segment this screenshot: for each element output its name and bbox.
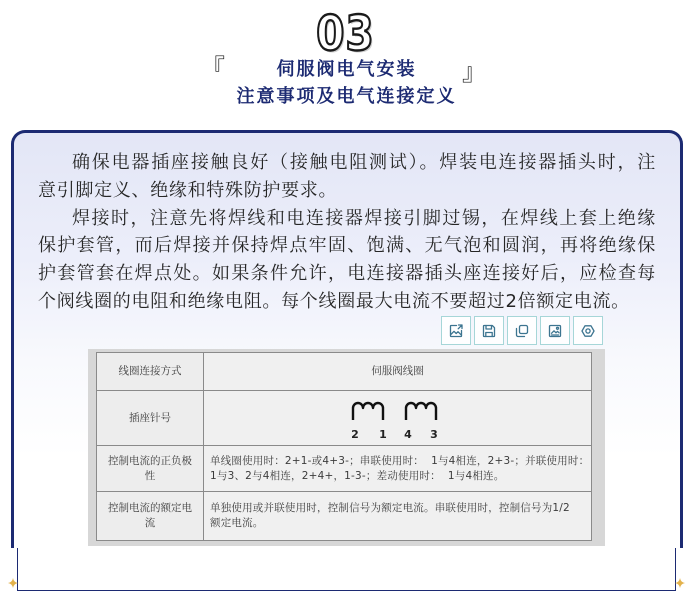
body-text [38, 149, 656, 316]
paragraph-2-line-3: 护套管套在焊点处。如果条件允许，电连接器插头座连接好后，应检查每 [38, 263, 656, 285]
connection-table-image [88, 349, 605, 546]
image-toolbar [441, 316, 603, 345]
pin-diagram [204, 391, 592, 446]
table-cell-line: 单独使用或并联使用时，控制信号为额定电流。串联使用时，控制信号为1/2 [210, 502, 570, 514]
table-cell-line: 1与3、2与4相连，2+4+，1-3-；差动使用时： 1与4相连。 [210, 469, 505, 482]
card-bottom-frame [17, 548, 676, 591]
paragraph-1-line-1: 确保电器插座接触良好（接触电阻测试）。焊装电连接器插头时，注 [72, 152, 656, 173]
save-button[interactable] [474, 316, 504, 345]
image-button[interactable] [540, 316, 570, 345]
settings-button[interactable] [573, 316, 603, 345]
connection-table [96, 352, 592, 541]
save-icon [481, 323, 497, 339]
bracket-left: 『 [201, 54, 225, 82]
paragraph-2-line-4: 个阀线圈的电阻和绝缘电阻。每个线圈最大电流不要超过2倍额定电流。 [38, 290, 630, 312]
section-title: 伺服阀电气安装 [276, 59, 417, 80]
image-icon [547, 323, 563, 339]
table-row-label: 线圈连接方式 [97, 353, 204, 391]
pin-label: 4 [404, 428, 412, 441]
section-number [0, 6, 690, 62]
image-edit-button[interactable] [441, 316, 471, 345]
coil-symbol-right [406, 403, 436, 420]
table-row-label: 控制电流的正负极性 [97, 446, 204, 492]
pin-label: 2 [351, 428, 359, 441]
table-row-label: 插座针号 [97, 391, 204, 446]
image-edit-icon [448, 323, 464, 339]
sparkle-icon [8, 578, 18, 588]
paragraph-2-line-2: 保护套管，而后焊接并保持焊点牢固、饱满、无气泡和圆润，再将绝缘保 [38, 235, 656, 257]
table-row-label: 控制电流的额定电流 [97, 492, 204, 541]
table-row-value [204, 492, 592, 541]
section-subtitle: 注意事项及电气连接定义 [236, 86, 457, 107]
table-row-value [204, 446, 592, 492]
table-cell-line: 单线圈使用时：2+1-或4+3-；串联使用时： 1与4相连，2+3-；并联使用时： [210, 454, 590, 467]
copy-button[interactable] [507, 316, 537, 345]
coil-symbol-left [353, 403, 383, 420]
section-number-text: 03 [315, 6, 375, 62]
pin-label: 3 [430, 428, 438, 441]
copy-icon [514, 323, 530, 339]
paragraph-1-line-2: 意引脚定义、绝缘和特殊防护要求。 [38, 179, 338, 201]
pin-label: 1 [379, 428, 387, 441]
settings-icon [580, 323, 596, 339]
table-cell-line: 额定电流。 [210, 517, 264, 529]
bracket-right: 』 [462, 58, 486, 86]
table-row-value [204, 391, 592, 446]
sparkle-icon [675, 578, 685, 588]
paragraph-2-line-1: 焊接时，注意先将焊线和电连接器焊接引脚过锡，在焊线上套上绝缘 [72, 207, 656, 229]
table-row-value: 伺服阀线圈 [204, 353, 592, 391]
